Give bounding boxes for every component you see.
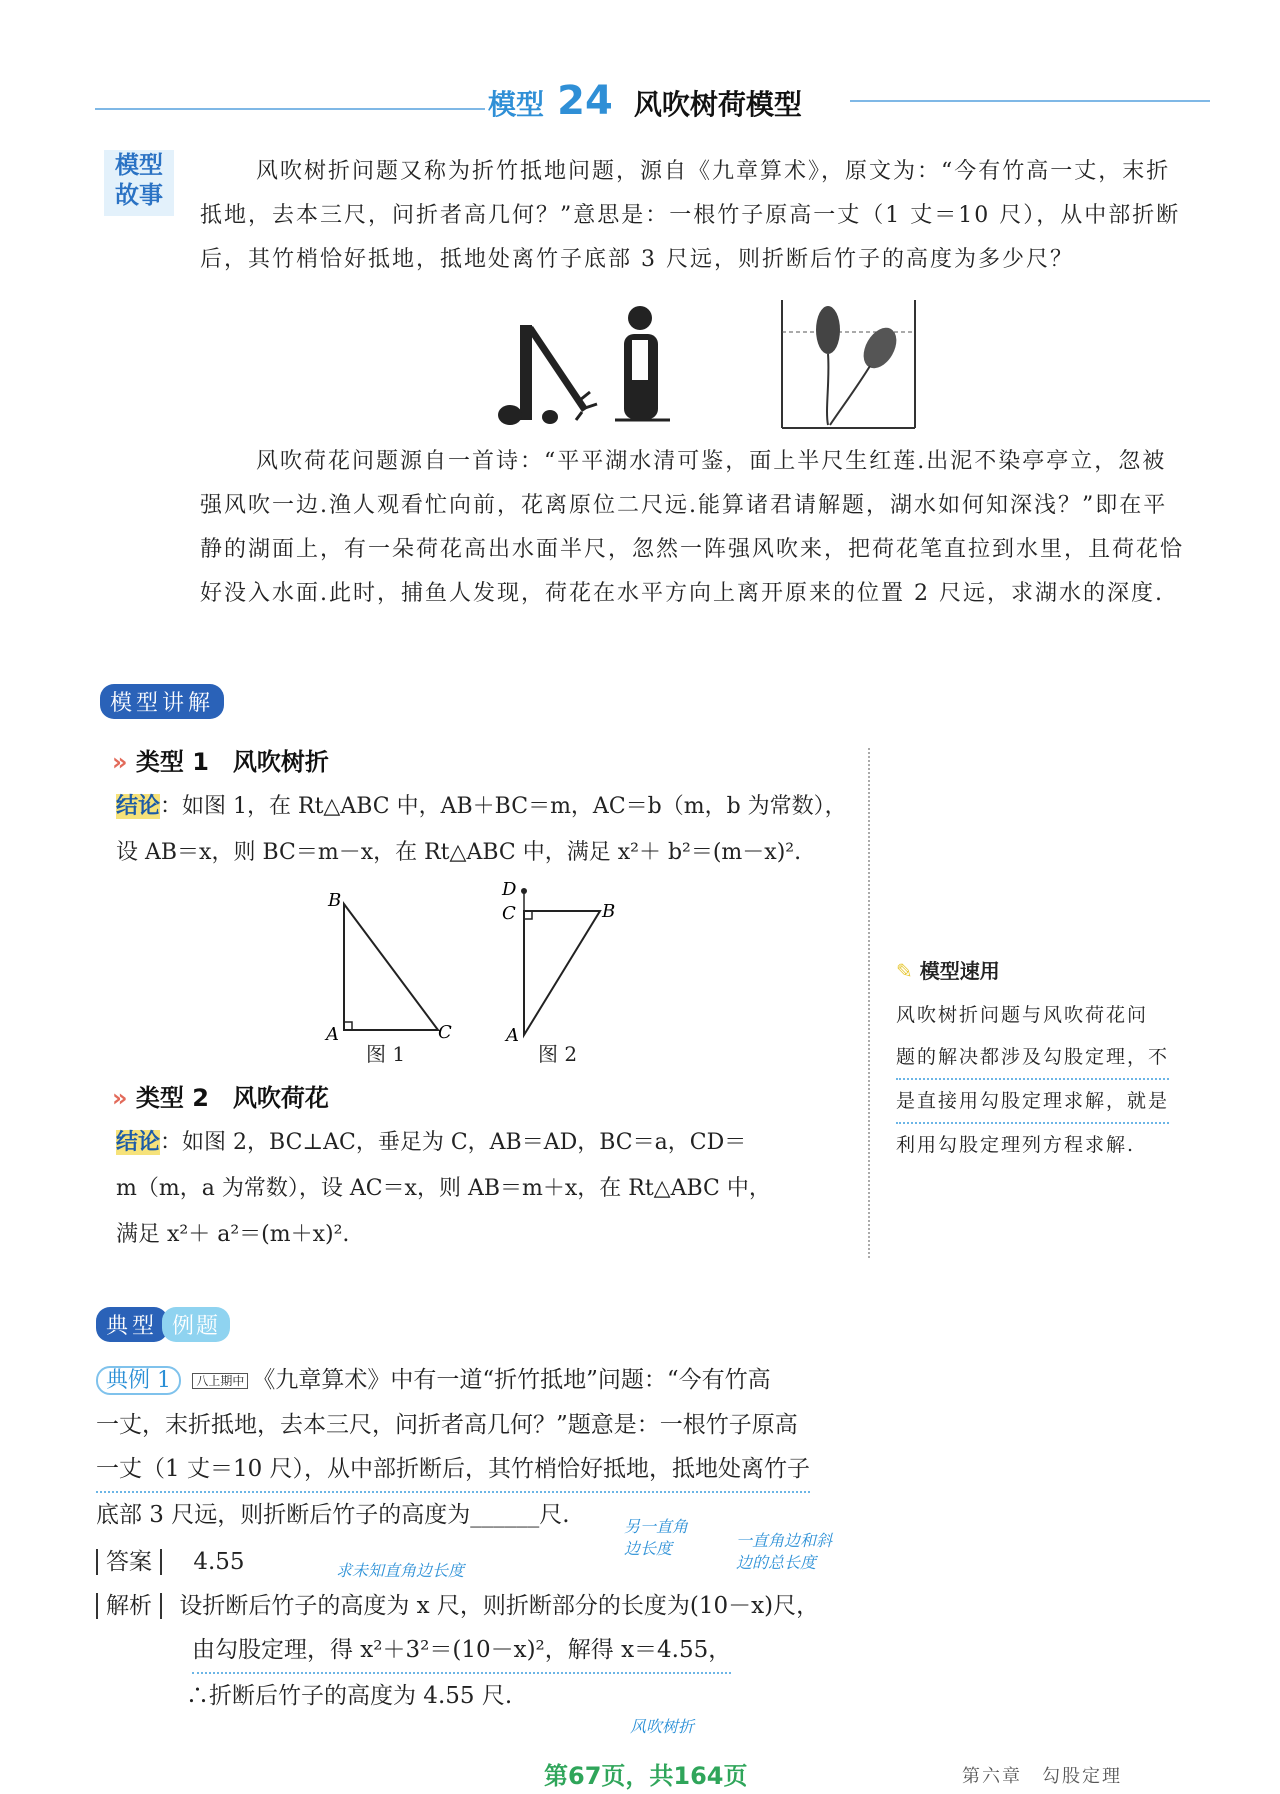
type1-conclusion [116, 784, 847, 876]
conclusion-label: 结论 [116, 794, 161, 819]
example-1 [96, 1358, 810, 1537]
story-line: 好没入水面.此时，捕鱼人发现，荷花在水平方向上离开原来的位置 2 尺远，求湖水的深度. [200, 581, 1164, 606]
example-line-text: 一丈，末折抵地，去本三尺，问折者高几何？”题意是：一根竹子原高 [96, 1412, 798, 1438]
story-badge-line2: 故事 [115, 181, 163, 209]
model-number: 24 [557, 78, 613, 124]
sidebar-text [896, 994, 1169, 1166]
header-rule-right [850, 100, 1210, 102]
fig1-label-c: C [438, 1022, 452, 1043]
lotus-figure-illustration [780, 300, 920, 430]
type1-line [116, 784, 847, 830]
fig2-label-a: A [506, 1025, 519, 1046]
fig1-label-b: B [328, 890, 342, 911]
type1-title [112, 742, 329, 777]
analysis-label: 解析 [96, 1593, 162, 1619]
model-title: 风吹树荷模型 [633, 88, 802, 121]
analysis-line-text: ∴折断后竹子的高度为 4.55 尺. [186, 1683, 513, 1709]
header-rule-left [95, 108, 485, 110]
story-badge-line1: 模型 [115, 151, 163, 179]
annotation-leg-hypotenuse-sum: 一直角边和斜 边的总长度 [736, 1531, 833, 1572]
example-line-text: 底部 3 尺远，则折断后竹子的高度为______尺. [96, 1502, 570, 1528]
header-title [488, 78, 802, 124]
analysis-line-text: 设折断后竹子的高度为 x 尺，则折断部分的长度为(10－x)尺， [179, 1593, 820, 1619]
section-tag-explain [100, 684, 224, 719]
story-line: 静的湖面上，有一朵荷花高出水面半尺，忽然一阵强风吹来，把荷花笔直拉到水里，且荷花恰 [200, 537, 1185, 562]
sidebar-title-text: 模型速用 [919, 959, 1000, 983]
analysis-line [96, 1584, 819, 1628]
fig1-label-a: A [326, 1024, 339, 1045]
figure-1-triangle [320, 890, 460, 1060]
annotation-bamboo: 风吹树折 [630, 1717, 695, 1736]
section-tag-explain-text: 模型讲解 [100, 684, 224, 719]
pencil-icon: ✎ [896, 959, 913, 983]
story-line: 抵地，去本三尺，问折者高几何？”意思是：一根竹子原高一丈（1 丈＝10 尺），从中部折断 [200, 203, 1181, 228]
bamboo-figure-illustration [490, 300, 700, 430]
answer-value: 4.55 [193, 1549, 245, 1575]
annotation-find-leg: 求未知直角边长度 [336, 1561, 465, 1580]
story-paragraph-2 [200, 440, 1210, 616]
fig2-label-b: B [602, 901, 616, 922]
story-badge [104, 150, 174, 216]
story-paragraph-1 [200, 150, 1210, 282]
story-line: 风吹荷花问题源自一首诗：“平平湖水清可鉴，面上半尺生红莲.出泥不染亭亭立，忽被 [256, 449, 1167, 474]
type1-title-text: 类型 1 风吹树折 [135, 748, 329, 776]
answer-row [96, 1540, 245, 1584]
type2-line [116, 1120, 771, 1166]
story-line: 后，其竹梢恰好抵地，抵地处离竹子底部 3 尺远，则折断后竹子的高度为多少尺？ [200, 247, 1074, 272]
type2-title [112, 1078, 329, 1113]
figure-1-caption: 图 1 [366, 1042, 406, 1066]
type2-conclusion [116, 1120, 771, 1258]
figure-2-triangle [490, 875, 630, 1055]
story-line: 风吹树折问题又称为折竹抵地问题，源自《九章算术》，原文为：“今有竹高一丈，末折 [256, 159, 1171, 184]
type2-title-text: 类型 2 风吹荷花 [135, 1084, 329, 1112]
model-label: 模型 [488, 88, 545, 121]
example-label: 典例 1 [96, 1366, 181, 1395]
example-line-text: 《九章算术》中有一道“折竹抵地”问题：“今有竹高 [252, 1367, 771, 1393]
column-divider [868, 748, 870, 1258]
chevron-icon: » [112, 748, 128, 776]
sidebar-line: 是直接用勾股定理求解，就是 [896, 1080, 1169, 1124]
sidebar-title [896, 955, 1000, 984]
type1-line-text: ：如图 1，在 Rt△ABC 中，AB＋BC＝m，AC＝b（m，b 为常数）， [160, 794, 847, 819]
fig2-label-d: D [502, 879, 517, 900]
page-info: 第67页，共164页 [544, 1762, 748, 1790]
example-line-text: 一丈（1 丈＝10 尺），从中部折断后，其竹梢恰好抵地，抵地处离竹子 [96, 1447, 810, 1493]
analysis-block [96, 1584, 819, 1718]
story-line: 强风吹一边.渔人观看忙向前，花离原位二尺远.能算诸君请解题，湖水如何知深浅？”即在平 [200, 493, 1168, 518]
section-tag-examples [96, 1307, 230, 1342]
section-tag-examples-a: 典型 [96, 1307, 168, 1342]
answer-label: 答案 [96, 1549, 162, 1575]
type2-line-text: m（m，a 为常数），设 AC＝x，则 AB＝m＋x，在 Rt△ABC 中， [116, 1176, 771, 1201]
type2-line-text: ：如图 2，BC⊥AC，垂足为 C，AB＝AD，BC＝a，CD＝ [160, 1130, 747, 1155]
fig2-label-c: C [502, 903, 516, 924]
annotation-other-leg: 另一直角 边长度 [624, 1517, 689, 1558]
type2-line-text: 满足 x²＋ a²＝(m＋x)². [116, 1222, 350, 1247]
conclusion-label: 结论 [116, 1130, 161, 1155]
figure-2-caption: 图 2 [538, 1042, 578, 1066]
sidebar-line: 利用勾股定理列方程求解. [896, 1134, 1136, 1156]
exam-tag: 八上期中 [192, 1373, 248, 1389]
chevron-icon: » [112, 1084, 128, 1112]
sidebar-line: 题的解决都涉及勾股定理，不 [896, 1036, 1169, 1080]
sidebar-line: 风吹树折问题与风吹荷花问 [896, 1004, 1149, 1026]
type1-line-text: 设 AB＝x，则 BC＝m－x，在 Rt△ABC 中，满足 x²＋ b²＝(m－x)². [116, 840, 802, 865]
section-tag-examples-b: 例题 [162, 1307, 230, 1342]
analysis-line-text: 由勾股定理，得 x²＋3²＝(10－x)²，解得 x＝4.55， [192, 1628, 731, 1674]
example-line [96, 1358, 810, 1403]
chapter-footer: 第六章 勾股定理 [962, 1766, 1122, 1787]
